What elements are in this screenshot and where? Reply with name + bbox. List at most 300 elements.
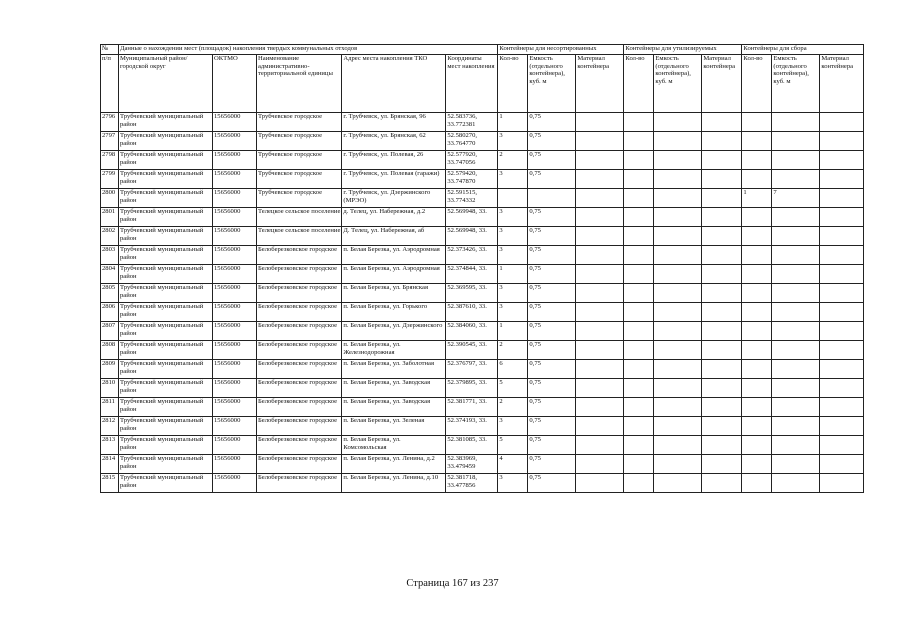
unsorted-capacity-cell: 0,75 (528, 303, 576, 322)
table-row (101, 227, 864, 246)
row-number: 2811 (101, 398, 119, 417)
recycle-capacity-cell (654, 132, 702, 151)
col-recycle-count: Кол-во (624, 55, 654, 113)
coords-cell: 52.381718, 33.477856 (446, 474, 498, 493)
collect-capacity-cell (772, 303, 820, 322)
unsorted-material-cell (576, 474, 624, 493)
address-cell: п. Белая Березка, ул. Брянская (342, 284, 446, 303)
recycle-count-cell (624, 113, 654, 132)
address-cell: г. Трубчевск, ул. Брянская, 96 (342, 113, 446, 132)
recycle-count-cell (624, 455, 654, 474)
coords-cell: 52.569948, 33. (446, 227, 498, 246)
unsorted-capacity-cell: 0,75 (528, 227, 576, 246)
unsorted-material-cell (576, 151, 624, 170)
table-row (101, 170, 864, 189)
coords-cell: 52.577920, 33.747056 (446, 151, 498, 170)
collect-material-cell (820, 246, 864, 265)
recycle-count-cell (624, 227, 654, 246)
collect-count-cell (742, 398, 772, 417)
collect-count-cell (742, 303, 772, 322)
collect-capacity-cell (772, 265, 820, 284)
collect-capacity-cell (772, 455, 820, 474)
unsorted-material-cell (576, 170, 624, 189)
recycle-material-cell (702, 436, 742, 455)
row-number: 2801 (101, 208, 119, 227)
unsorted-capacity-cell: 0,75 (528, 455, 576, 474)
unsorted-count-cell: 3 (498, 303, 528, 322)
recycle-material-cell (702, 284, 742, 303)
admin-unit-cell: Белоберезковское городское (257, 322, 342, 341)
collect-capacity-cell (772, 170, 820, 189)
address-cell: г. Трубчевск, ул. Полевая (гаражи) (342, 170, 446, 189)
district-cell: Трубчевский муниципальный район (119, 417, 213, 436)
unsorted-capacity-cell: 0,75 (528, 151, 576, 170)
recycle-capacity-cell (654, 379, 702, 398)
oktmo-cell: 15656000 (213, 341, 257, 360)
recycle-material-cell (702, 360, 742, 379)
collect-capacity-cell (772, 208, 820, 227)
unsorted-capacity-cell: 0,75 (528, 360, 576, 379)
table-row (101, 189, 864, 208)
unsorted-material-cell (576, 208, 624, 227)
recycle-count-cell (624, 284, 654, 303)
recycle-capacity-cell (654, 303, 702, 322)
recycle-count-cell (624, 303, 654, 322)
collect-capacity-cell (772, 246, 820, 265)
address-cell: п. Белая Березка, ул. Заболотная (342, 360, 446, 379)
recycle-capacity-cell (654, 360, 702, 379)
collect-material-cell (820, 436, 864, 455)
unsorted-capacity-cell: 0,75 (528, 417, 576, 436)
unsorted-capacity-cell: 0,75 (528, 265, 576, 284)
unsorted-count-cell: 3 (498, 208, 528, 227)
group-recycle: Контейнеры для утилизируемых (624, 45, 742, 55)
district-cell: Трубчевский муниципальный район (119, 284, 213, 303)
collect-count-cell (742, 322, 772, 341)
district-cell: Трубчевский муниципальный район (119, 113, 213, 132)
collect-capacity-cell (772, 417, 820, 436)
unsorted-material-cell (576, 341, 624, 360)
unsorted-count-cell: 2 (498, 341, 528, 360)
oktmo-cell: 15656000 (213, 208, 257, 227)
collect-capacity-cell (772, 360, 820, 379)
recycle-material-cell (702, 151, 742, 170)
unsorted-material-cell (576, 113, 624, 132)
recycle-material-cell (702, 227, 742, 246)
recycle-capacity-cell (654, 341, 702, 360)
unsorted-count-cell: 2 (498, 151, 528, 170)
row-number: 2803 (101, 246, 119, 265)
unsorted-capacity-cell: 0,75 (528, 379, 576, 398)
col-admin-unit: Наименование административно-территориальной единицы (257, 55, 342, 113)
recycle-capacity-cell (654, 436, 702, 455)
oktmo-cell: 15656000 (213, 474, 257, 493)
table-row (101, 151, 864, 170)
oktmo-cell: 15656000 (213, 322, 257, 341)
collect-material-cell (820, 227, 864, 246)
recycle-material-cell (702, 322, 742, 341)
district-cell: Трубчевский муниципальный район (119, 474, 213, 493)
coords-cell: 52.373426, 33. (446, 246, 498, 265)
unsorted-count-cell: 1 (498, 322, 528, 341)
address-cell: г. Трубчевск, ул. Полевая, 26 (342, 151, 446, 170)
recycle-capacity-cell (654, 189, 702, 208)
col-address: Адрес места накопления ТКО (342, 55, 446, 113)
collect-capacity-cell (772, 322, 820, 341)
address-cell: п. Белая Березка, ул. Ленина, д.2 (342, 455, 446, 474)
unsorted-capacity-cell: 0,75 (528, 208, 576, 227)
row-number: 2802 (101, 227, 119, 246)
col-num: № (101, 45, 119, 55)
unsorted-count-cell: 2 (498, 398, 528, 417)
unsorted-count-cell: 3 (498, 132, 528, 151)
unsorted-material-cell (576, 398, 624, 417)
unsorted-material-cell (576, 455, 624, 474)
oktmo-cell: 15656000 (213, 265, 257, 284)
oktmo-cell: 15656000 (213, 455, 257, 474)
admin-unit-cell: Трубчевское городское (257, 132, 342, 151)
collect-capacity-cell (772, 474, 820, 493)
unsorted-material-cell (576, 227, 624, 246)
admin-unit-cell: Белоберезковское городское (257, 436, 342, 455)
waste-sites-table (100, 44, 864, 493)
col-num-sub: п/п (101, 55, 119, 113)
collect-capacity-cell (772, 379, 820, 398)
admin-unit-cell: Белоберезковское городское (257, 417, 342, 436)
table-row (101, 113, 864, 132)
unsorted-capacity-cell: 0,75 (528, 398, 576, 417)
page-counter: Страница 167 из 237 (406, 578, 499, 589)
coords-cell: 52.583736, 33.772381 (446, 113, 498, 132)
row-number: 2808 (101, 341, 119, 360)
collect-count-cell: 1 (742, 189, 772, 208)
col-unsorted-count: Кол-во (498, 55, 528, 113)
recycle-count-cell (624, 322, 654, 341)
unsorted-material-cell (576, 265, 624, 284)
recycle-capacity-cell (654, 474, 702, 493)
admin-unit-cell: Белоберезковское городское (257, 284, 342, 303)
collect-count-cell (742, 208, 772, 227)
unsorted-capacity-cell: 0,75 (528, 113, 576, 132)
admin-unit-cell: Белоберезковское городское (257, 360, 342, 379)
table-row (101, 284, 864, 303)
district-cell: Трубчевский муниципальный район (119, 151, 213, 170)
table-row (101, 265, 864, 284)
recycle-count-cell (624, 417, 654, 436)
recycle-material-cell (702, 303, 742, 322)
recycle-count-cell (624, 208, 654, 227)
unsorted-material-cell (576, 284, 624, 303)
row-number: 2799 (101, 170, 119, 189)
district-cell: Трубчевский муниципальный район (119, 341, 213, 360)
oktmo-cell: 15656000 (213, 417, 257, 436)
recycle-count-cell (624, 379, 654, 398)
group-location: Данные о нахождении мест (площадок) накопления твердых коммунальных отходов (119, 45, 498, 55)
coords-cell: 52.369595, 33. (446, 284, 498, 303)
recycle-material-cell (702, 474, 742, 493)
recycle-material-cell (702, 170, 742, 189)
district-cell: Трубчевский муниципальный район (119, 398, 213, 417)
recycle-material-cell (702, 455, 742, 474)
collect-material-cell (820, 265, 864, 284)
collect-material-cell (820, 379, 864, 398)
admin-unit-cell: Белоберезковское городское (257, 455, 342, 474)
row-number: 2814 (101, 455, 119, 474)
unsorted-material-cell (576, 132, 624, 151)
collect-capacity-cell (772, 341, 820, 360)
col-collect-count: Кол-во (742, 55, 772, 113)
unsorted-count-cell: 6 (498, 360, 528, 379)
collect-material-cell (820, 360, 864, 379)
collect-material-cell (820, 474, 864, 493)
oktmo-cell: 15656000 (213, 113, 257, 132)
recycle-material-cell (702, 341, 742, 360)
table-row (101, 341, 864, 360)
collect-count-cell (742, 417, 772, 436)
unsorted-count-cell: 5 (498, 379, 528, 398)
group-collect: Контейнеры для сбора (742, 45, 864, 55)
table-row (101, 474, 864, 493)
district-cell: Трубчевский муниципальный район (119, 379, 213, 398)
collect-material-cell (820, 113, 864, 132)
collect-count-cell (742, 113, 772, 132)
collect-material-cell (820, 303, 864, 322)
recycle-material-cell (702, 132, 742, 151)
admin-unit-cell: Трубчевское городское (257, 189, 342, 208)
address-cell: д. Телец, ул. Набережная, д.2 (342, 208, 446, 227)
recycle-capacity-cell (654, 246, 702, 265)
coords-cell: 52.376797, 33. (446, 360, 498, 379)
collect-capacity-cell: 7 (772, 189, 820, 208)
col-district: Муниципальный район/городской округ (119, 55, 213, 113)
collect-material-cell (820, 455, 864, 474)
address-cell: Д. Телец, ул. Набережная, аб (342, 227, 446, 246)
collect-material-cell (820, 398, 864, 417)
row-number: 2797 (101, 132, 119, 151)
table-row (101, 208, 864, 227)
unsorted-capacity-cell: 0,75 (528, 246, 576, 265)
district-cell: Трубчевский муниципальный район (119, 455, 213, 474)
unsorted-count-cell: 1 (498, 113, 528, 132)
collect-count-cell (742, 170, 772, 189)
recycle-count-cell (624, 265, 654, 284)
recycle-capacity-cell (654, 398, 702, 417)
unsorted-count-cell: 3 (498, 417, 528, 436)
unsorted-capacity-cell: 0,75 (528, 436, 576, 455)
table-row (101, 436, 864, 455)
unsorted-capacity-cell: 0,75 (528, 284, 576, 303)
coords-cell: 52.374193, 33. (446, 417, 498, 436)
oktmo-cell: 15656000 (213, 284, 257, 303)
admin-unit-cell: Белоберезковское городское (257, 398, 342, 417)
unsorted-material-cell (576, 417, 624, 436)
recycle-material-cell (702, 113, 742, 132)
address-cell: г. Трубчевск, ул. Брянская, 62 (342, 132, 446, 151)
district-cell: Трубчевский муниципальный район (119, 170, 213, 189)
address-cell: п. Белая Березка, ул. Аэродромная (342, 265, 446, 284)
collect-capacity-cell (772, 151, 820, 170)
collect-material-cell (820, 189, 864, 208)
collect-material-cell (820, 170, 864, 189)
col-coords: Координаты мест накопления (446, 55, 498, 113)
collect-count-cell (742, 246, 772, 265)
coords-cell: 52.374844, 33. (446, 265, 498, 284)
admin-unit-cell: Белоберезковское городское (257, 303, 342, 322)
district-cell: Трубчевский муниципальный район (119, 360, 213, 379)
recycle-capacity-cell (654, 417, 702, 436)
col-recycle-capacity: Емкость (отдельного контейнера), куб. м (654, 55, 702, 113)
admin-unit-cell: Телецкое сельское поселение (257, 208, 342, 227)
recycle-count-cell (624, 436, 654, 455)
oktmo-cell: 15656000 (213, 246, 257, 265)
district-cell: Трубчевский муниципальный район (119, 132, 213, 151)
collect-capacity-cell (772, 284, 820, 303)
coords-cell: 52.381771, 33. (446, 398, 498, 417)
row-number: 2796 (101, 113, 119, 132)
unsorted-count-cell: 5 (498, 436, 528, 455)
table-row (101, 132, 864, 151)
recycle-count-cell (624, 170, 654, 189)
collect-count-cell (742, 379, 772, 398)
recycle-capacity-cell (654, 151, 702, 170)
recycle-material-cell (702, 398, 742, 417)
coords-cell: 52.384060, 33. (446, 322, 498, 341)
collect-material-cell (820, 322, 864, 341)
unsorted-material-cell (576, 246, 624, 265)
collect-count-cell (742, 341, 772, 360)
address-cell: п. Белая Березка, ул. Аэродромная (342, 246, 446, 265)
district-cell: Трубчевский муниципальный район (119, 208, 213, 227)
address-cell: п. Белая Березка, ул. Дзержинского (342, 322, 446, 341)
recycle-count-cell (624, 474, 654, 493)
col-oktmo: ОКТМО (213, 55, 257, 113)
row-number: 2806 (101, 303, 119, 322)
table-row (101, 417, 864, 436)
table-row (101, 455, 864, 474)
unsorted-capacity-cell: 0,75 (528, 132, 576, 151)
oktmo-cell: 15656000 (213, 303, 257, 322)
row-number: 2813 (101, 436, 119, 455)
recycle-count-cell (624, 132, 654, 151)
unsorted-capacity-cell: 0,75 (528, 341, 576, 360)
row-number: 2810 (101, 379, 119, 398)
admin-unit-cell: Телецкое сельское поселение (257, 227, 342, 246)
row-number: 2798 (101, 151, 119, 170)
collect-material-cell (820, 417, 864, 436)
table-row (101, 322, 864, 341)
recycle-count-cell (624, 189, 654, 208)
unsorted-capacity-cell (528, 189, 576, 208)
collect-count-cell (742, 360, 772, 379)
col-recycle-material: Материал контейнера (702, 55, 742, 113)
unsorted-count-cell: 3 (498, 170, 528, 189)
admin-unit-cell: Белоберезковское городское (257, 379, 342, 398)
row-number: 2805 (101, 284, 119, 303)
coords-cell: 52.579420, 33.747870 (446, 170, 498, 189)
collect-count-cell (742, 151, 772, 170)
coords-cell: 52.569948, 33. (446, 208, 498, 227)
table-body (101, 113, 864, 493)
district-cell: Трубчевский муниципальный район (119, 189, 213, 208)
oktmo-cell: 15656000 (213, 151, 257, 170)
row-number: 2800 (101, 189, 119, 208)
collect-count-cell (742, 265, 772, 284)
collect-material-cell (820, 284, 864, 303)
district-cell: Трубчевский муниципальный район (119, 227, 213, 246)
table-row (101, 303, 864, 322)
admin-unit-cell: Белоберезковское городское (257, 474, 342, 493)
district-cell: Трубчевский муниципальный район (119, 436, 213, 455)
unsorted-count-cell (498, 189, 528, 208)
collect-count-cell (742, 455, 772, 474)
district-cell: Трубчевский муниципальный район (119, 322, 213, 341)
table-row (101, 360, 864, 379)
collect-capacity-cell (772, 113, 820, 132)
address-cell: п. Белая Березка, ул. Ленина, д.10 (342, 474, 446, 493)
address-cell: п. Белая Березка, ул. Горького (342, 303, 446, 322)
recycle-material-cell (702, 189, 742, 208)
recycle-capacity-cell (654, 227, 702, 246)
unsorted-material-cell (576, 189, 624, 208)
col-collect-material: Материал контейнера (820, 55, 864, 113)
unsorted-capacity-cell: 0,75 (528, 170, 576, 189)
collect-material-cell (820, 151, 864, 170)
oktmo-cell: 15656000 (213, 398, 257, 417)
collect-material-cell (820, 208, 864, 227)
oktmo-cell: 15656000 (213, 227, 257, 246)
recycle-count-cell (624, 360, 654, 379)
recycle-capacity-cell (654, 170, 702, 189)
col-unsorted-material: Материал контейнера (576, 55, 624, 113)
admin-unit-cell: Трубчевское городское (257, 151, 342, 170)
col-unsorted-capacity: Емкость (отдельного контейнера), куб. м (528, 55, 576, 113)
unsorted-capacity-cell: 0,75 (528, 322, 576, 341)
coords-cell: 52.381085, 33. (446, 436, 498, 455)
recycle-capacity-cell (654, 113, 702, 132)
collect-material-cell (820, 132, 864, 151)
district-cell: Трубчевский муниципальный район (119, 265, 213, 284)
address-cell: п. Белая Березка, ул. Железнодорожная (342, 341, 446, 360)
admin-unit-cell: Трубчевское городское (257, 170, 342, 189)
unsorted-material-cell (576, 360, 624, 379)
recycle-capacity-cell (654, 265, 702, 284)
address-cell: п. Белая Березка, ул. Заводская (342, 398, 446, 417)
unsorted-count-cell: 3 (498, 284, 528, 303)
oktmo-cell: 15656000 (213, 436, 257, 455)
recycle-count-cell (624, 341, 654, 360)
recycle-material-cell (702, 379, 742, 398)
row-number: 2807 (101, 322, 119, 341)
unsorted-count-cell: 3 (498, 474, 528, 493)
admin-unit-cell: Белоберезковское городское (257, 341, 342, 360)
collect-count-cell (742, 284, 772, 303)
coords-cell: 52.379895, 33. (446, 379, 498, 398)
unsorted-material-cell (576, 436, 624, 455)
recycle-material-cell (702, 417, 742, 436)
oktmo-cell: 15656000 (213, 170, 257, 189)
row-number: 2804 (101, 265, 119, 284)
table-row (101, 246, 864, 265)
coords-cell: 52.390545, 33. (446, 341, 498, 360)
collect-count-cell (742, 227, 772, 246)
unsorted-count-cell: 4 (498, 455, 528, 474)
unsorted-count-cell: 3 (498, 246, 528, 265)
recycle-material-cell (702, 246, 742, 265)
recycle-capacity-cell (654, 284, 702, 303)
unsorted-material-cell (576, 379, 624, 398)
oktmo-cell: 15656000 (213, 132, 257, 151)
unsorted-count-cell: 3 (498, 227, 528, 246)
